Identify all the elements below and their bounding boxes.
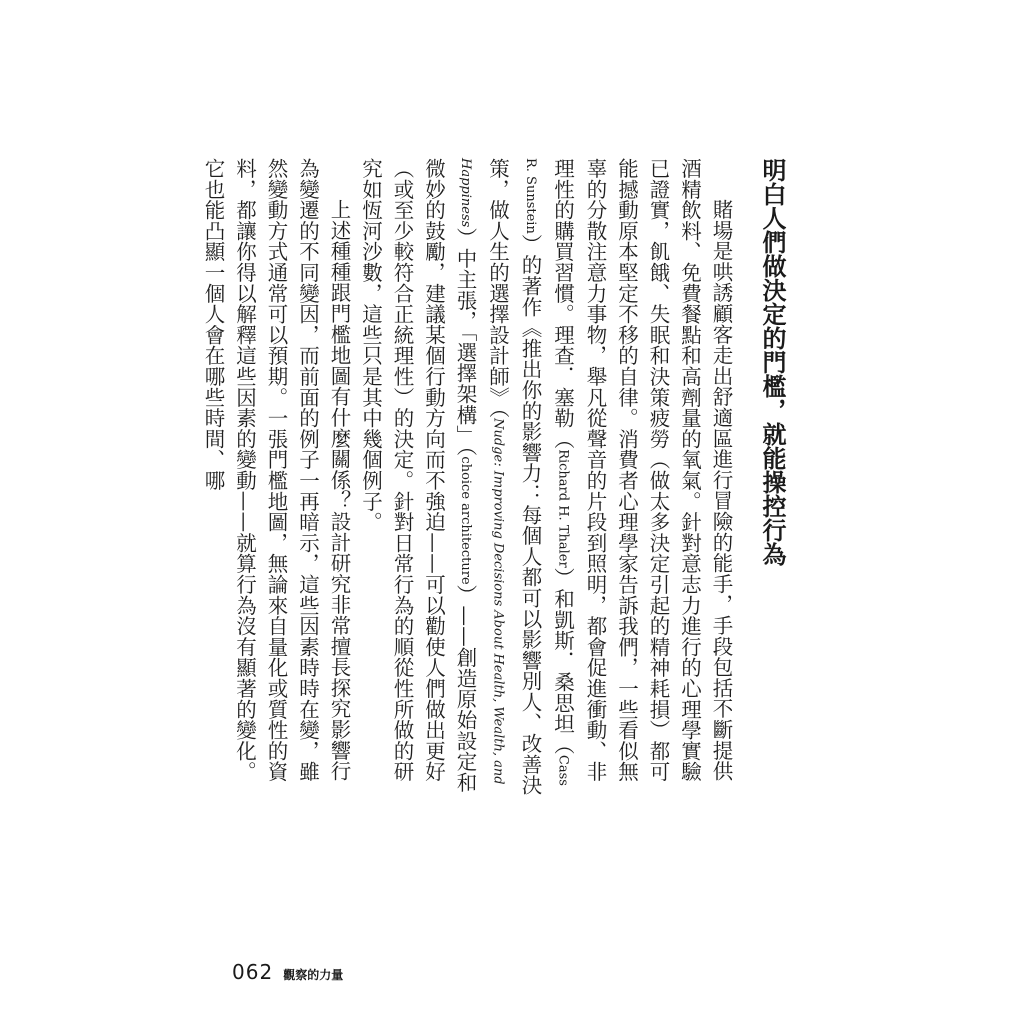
running-title: 觀察的力量 xyxy=(283,968,344,982)
paragraph-1 xyxy=(354,158,736,798)
paragraph-2 xyxy=(197,158,355,798)
text-segment: ）中主張，「選擇架構」（ xyxy=(453,227,477,457)
name-note-cass-sunstein: Cass R. Sunstein xyxy=(523,158,571,786)
section-heading: 明白人們做決定的門檻，就能操控行為 xyxy=(758,158,786,566)
name-note-richard-thaler: Richard H. Thaler xyxy=(555,449,571,568)
book-title-note-nudge: Nudge: Improving Decisions About Health, Wealth, and Happiness xyxy=(458,158,506,785)
term-note-choice-architecture: choice architecture xyxy=(458,456,473,585)
body-text xyxy=(201,158,736,798)
page-number: 062 xyxy=(232,960,274,984)
text-segment: ）的著作《推出你的影響力：每個人都可以影響別人、改善決策，做人生的選擇設計師》（ xyxy=(485,158,542,796)
page-footer xyxy=(232,960,343,990)
text-segment: 賭場是哄誘顧客走出舒適區進行冒險的能手，手段包括不斷提供酒精飲料、免費餐點和高劑量的氧氣。針對意志力進行的心理學實驗已證實，飢餓、失眠和決策疲勞（做太多決定引起的精神耗損）都可能撼動原本堅定不移的自律。消費者心理學家告訴我們，一些看似無辜的分散注意力事物，舉凡從聲音的片段到照明，都會促進衝動、非理性的購買習慣。理查．塞勒（ xyxy=(550,158,733,782)
text-segment: ）——創造原始設定和微妙的鼓勵，建議某個行動方向而不強迫——可以勸使人們做出更好（或至少較符合正統理性）的決定。針對日常行為的順從性所做的研究如恆河沙數，這些只是其中幾個例子。 xyxy=(358,158,477,793)
text-segment: ）和凱斯．桑思坦（ xyxy=(550,567,575,755)
text-segment: 上述種種跟門檻地圖有什麼關係？設計研究非常擅長探究影響行為變遷的不同變因，而前面的例子一再暗示，這些因素時時在變，雖然變動方式通常可以預期。一張門檻地圖，無論來自量化或質性的資料，都讓你得以解釋這些因素的變動——就算行為沒有顯著的變化。它也能凸顯一個人會在哪些時間、哪 xyxy=(201,158,351,782)
